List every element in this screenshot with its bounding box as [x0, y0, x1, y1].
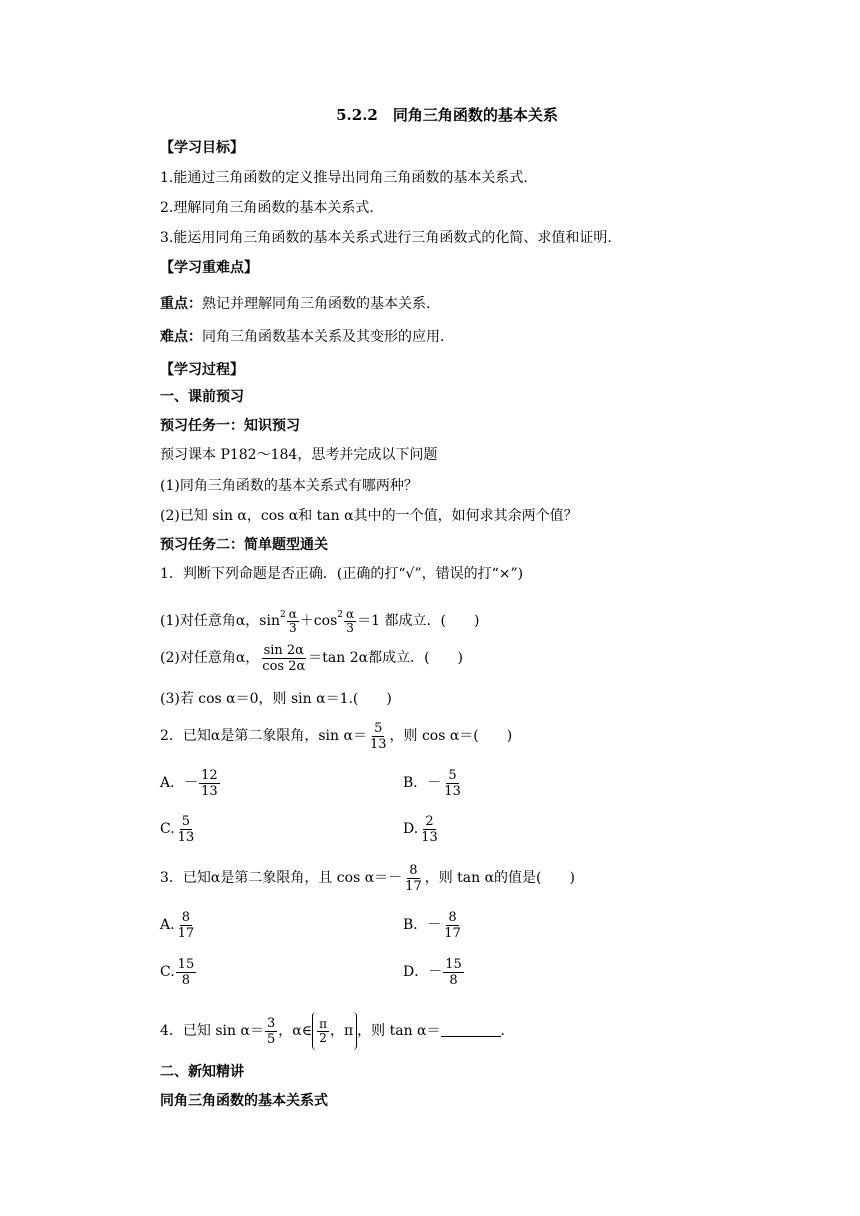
question-3-option-d: D．－ $\frac{15}{8}$	[403, 956, 462, 988]
fraction: $\frac{8}{17}$	[405, 862, 422, 894]
goal-2: 2.理解同角三角函数的基本关系式.	[160, 200, 374, 216]
preview-intro: 预习课本 P182～184，思考并完成以下问题	[160, 447, 438, 463]
fraction: $\frac{3}{5}$	[266, 1015, 276, 1047]
section-learning-process: 【学习过程】	[160, 362, 244, 378]
fraction: $\frac{2}{13}$	[421, 813, 438, 845]
task-1-heading: 预习任务一：知识预习	[160, 418, 300, 434]
fraction: $\frac{\alpha}{3}$	[346, 606, 355, 635]
question-3-stem: 3．已知α是第二象限角，且 cos α＝－ $\frac{8}{17}$ ，则 tan α的值是( )	[160, 862, 575, 894]
fraction: $\frac{\sin 2\alpha}{\cos 2\alpha}$	[262, 642, 306, 674]
fraction: $\frac{\pi}{2}$	[319, 1016, 327, 1045]
fraction: $\frac{8}{17}$	[177, 909, 195, 941]
question-3-option-a: A. $\frac{8}{17}$	[160, 909, 195, 941]
task-2-heading: 预习任务二：简单题型通关	[160, 537, 328, 553]
question-1-item-1: (1)对任意角α，$\sin^2$ $\frac{\alpha}{3}$ $+\cos^2$ $\frac{\alpha}{3}$ ＝1 都成立．( )	[160, 606, 480, 635]
goal-3: 3.能运用同角三角函数的基本关系式进行三角函数式的化简、求值和证明.	[160, 230, 612, 246]
fraction: $\frac{5}{13}$	[444, 767, 461, 799]
question-1-stem: 1．判断下列命题是否正确．(正确的打“√”，错误的打“×”)	[160, 566, 524, 582]
fraction: $\frac{5}{13}$	[177, 813, 195, 845]
goal-1: 1.能通过三角函数的定义推导出同角三角函数的基本关系式.	[160, 170, 528, 186]
question-2-stem: 2．已知α是第二象限角，sin α＝ $\frac{5}{13}$ ，则 cos α＝( )	[160, 720, 513, 752]
question-3-option-b: B．－ $\frac{8}{17}$	[403, 909, 461, 941]
part-2-heading: 二、新知精讲	[160, 1064, 244, 1080]
key-text: 熟记并理解同角三角函数的基本关系.	[202, 296, 431, 312]
fraction: $\frac{\alpha}{3}$	[288, 606, 297, 635]
question-1-item-3: (3)若 cos α＝0，则 sin α＝1.( )	[160, 691, 392, 707]
difficult-label: 难点：	[160, 329, 202, 345]
key-point	[160, 294, 430, 314]
fraction: $\frac{12}{13}$	[201, 767, 218, 799]
interval-bracket: $\frac{\pi}{2}$ ，π	[312, 1012, 357, 1050]
difficult-text: 同角三角函数基本关系及其变形的应用.	[202, 329, 445, 345]
fraction: $\frac{5}{13}$	[369, 720, 387, 752]
question-4-stem: 4．已知 sin α＝ $\frac{3}{5}$ ，α∈ $\frac{\pi}{2}$ ，π ，则 tan α＝ .	[160, 1012, 505, 1050]
key-label: 重点：	[160, 296, 202, 312]
difficult-point	[160, 327, 444, 347]
fraction: $\frac{15}{8}$	[445, 956, 462, 988]
part-1-heading: 一、课前预习	[160, 389, 244, 405]
fraction: $\frac{8}{17}$	[444, 909, 461, 941]
section-learning-goals: 【学习目标】	[160, 140, 244, 156]
fraction: $\frac{15}{8}$	[177, 956, 195, 988]
section-key-points: 【学习重难点】	[160, 260, 258, 276]
subsection-heading: 同角三角函数的基本关系式	[160, 1093, 328, 1109]
page-title: 5.2.2 同角三角函数的基本关系	[336, 106, 558, 124]
question-2-option-a: A．－ $\frac{12}{13}$	[160, 767, 218, 799]
answer-blank	[441, 1022, 501, 1037]
preview-question-1: (1)同角三角函数的基本关系式有哪两种？	[160, 478, 418, 494]
question-2-option-c: C. $\frac{5}{13}$	[160, 813, 195, 845]
question-2-option-d: D. $\frac{2}{13}$	[403, 813, 438, 845]
preview-question-2: (2)已知 sin α，cos α和 tan α其中的一个值，如何求其余两个值？	[160, 508, 578, 524]
question-1-item-2: (2)对任意角α， $\frac{\sin 2\alpha}{\cos 2\alpha}$ ＝tan 2α都成立．( )	[160, 642, 463, 674]
question-2-option-b: B．－ $\frac{5}{13}$	[403, 767, 461, 799]
question-3-option-c: C. $\frac{15}{8}$	[160, 956, 195, 988]
